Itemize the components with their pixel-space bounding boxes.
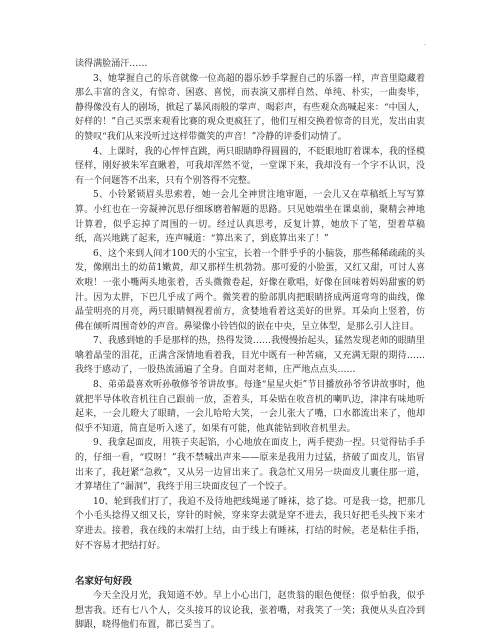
paragraph: 3、她掌握自己的乐音就像一位高超的器乐妙手掌握自己的乐器一样，声音里隐藏着那么丰富的含义，有惊奇、困惑、喜悦，而表演又那样自然、单纯、朴实，一曲奏毕，静得像没有人的剧场，掀起了暴风雨般的掌声、喝彩声，有些观众高喊起来：“中国人，好样的！”自己买票来观看比赛的观众更疯狂了，他们互相交换着惊奇的目光，发出由衷的赞叹“我们从来没听过这样带微笑的声音！”冷静的评委们动情了。	[75, 73, 425, 142]
paragraph: 8、弟弟最喜欢听孙敬修爷爷讲故事。每逢“星星火炬”节目播放孙爷爷讲故事时，他就把半导体收音机往自己跟前一放，歪着头，耳朵贴在收音机的喇叭边，津津有味地听起来，一会儿瞪大了眼睛，一会儿哈哈大笑，一会儿张大了嘴，口水都流出来了，他却似乎不知道，简直是听入迷了，如果有可能，他真能钻到收音机里去。	[75, 380, 425, 434]
section-paragraph: 今天全没月光，我知道不妙。早上小心出门，赵贵翁的眼色便怪：似乎怕我，似乎想害我。还有七八个人，交头接耳的议论我，张着嘴，对我笑了一笑；我便从头直冷到脚跟，晓得他们布置，都已妥当了。	[75, 591, 425, 631]
document-body	[75, 57, 425, 633]
page-mark: ·	[424, 42, 426, 49]
paragraph: 7、我感到她的手是那样的热，热得发烫……我慢慢抬起头，猛然发现老师的眼睛里噙着晶莹的泪花，正满含深情地看着我，目光中既有一种苦痛，又充满无限的期待……我终于感动了，一股热流涌遍了全身。自面对老师，庄严地点点头……	[75, 336, 425, 376]
paragraph: 4、上课时，我的心怦怦直跳，两只眼睛睁得圆圆的，不眨眼地盯着课本，我的怪模怪样，刚好被朱军直瞅着，可我却浑然不觉，一堂课下来，我却没有一个字不认识，没有一个问题答不出来，只有个别答得不完整。	[75, 146, 425, 186]
paragraph: 6、这个来到人间才100天的小宝宝，长着一个胖乎乎的小脑袋，那些稀稀疏疏的头发，像刚出土的幼苗1嫩黄，却又那样生机勃勃。那可爱的小脸蛋，又红又甜，可讨人喜欢啦！一张小嘴两头地张着，舌头微微卷起，好像在歌唱，好像在回味着妈妈甜蜜的奶汁。因为太胖，下巴几乎成了两个。微笑着的脸部肌肉把眼睛挤成两道弯弯的曲线，像晶莹明亮的月亮，两只眼睛侧视着前方，贪婪地看着这美好的世界。耳朵向上竖着，仿佛在倾听周围奇妙的声音。鼻梁像小铃铛似的嵌在中央，呈立体型，是那么引人注目。	[75, 248, 425, 332]
paragraph: 读得满脸涌汗……	[75, 59, 148, 69]
paragraph: 5、小铃紧锁眉头思索着，她一会儿全神贯注地审题，一会儿又在草稿纸上写写算算。小红也在一旁凝神沉思仔细琢磨着解题的思路。只见她端坐在课桌前，聚精会神地计算着，似乎忘掉了周围的一切。经过认真思考，反复计算，她放下了笔，望着草稿纸，高兴地跳了起来，连声喊道：“算出来了，到底算出来了！”	[75, 190, 425, 245]
paragraph: 10、轮到我们打了，我迫不及待地把线绳递了睡袜，捻了捻。可是我一捻，把那几个小毛头捻得又细又长，穿针的时候，穿来穿去就是穿不进去，我只好把毛头拽下来才穿进去。接着，我在线的末端打上结，由于线上有睡袜，打结的时候，老是粘住手指，好不容易才把结打好。	[75, 496, 425, 551]
paragraph: 9、我拿起面皮，用筷子夹起馅，小心地放在面皮上，两手使劲一捏。只觉得钻手手的，仔细一看，“哎呀！”我不禁喊出声来——原来是我用力过猛，挤破了面皮儿，馅冒出来了，我赶紧“急救”，又从另一边冒出来了。我急忙又用另一块面皮儿裹住那一道，才算堵住了“漏洞”，我终于用三块面皮包了一个饺子。	[75, 438, 425, 493]
section-heading: 名家好句好段	[75, 576, 133, 588]
